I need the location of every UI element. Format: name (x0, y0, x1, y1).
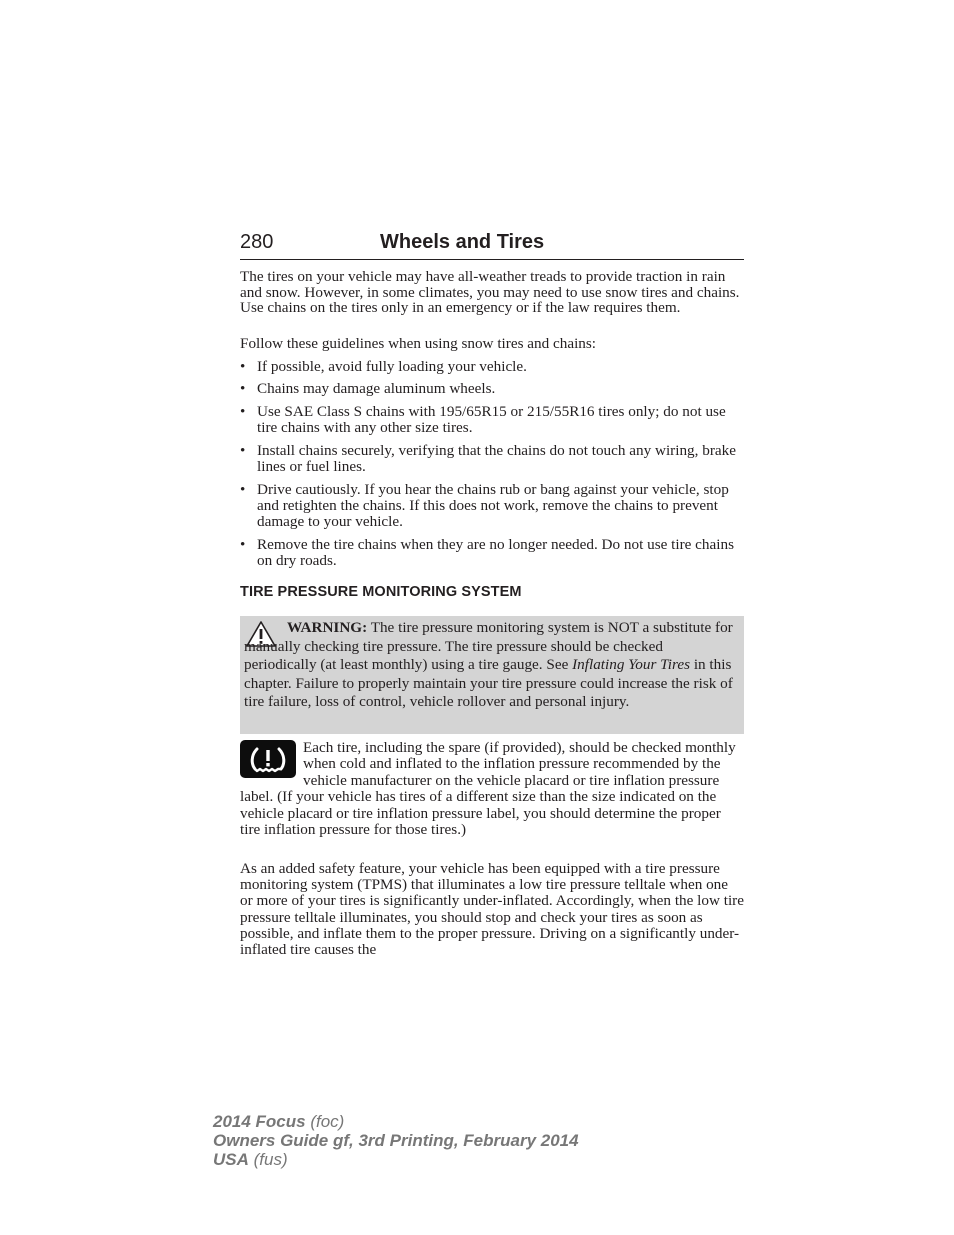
bullet-icon: • (240, 403, 246, 420)
list-item-text: Chains may damage aluminum wheels. (257, 380, 496, 397)
list-item (240, 359, 744, 375)
page-footer (213, 1112, 579, 1169)
footer-model-code: (foc) (310, 1112, 345, 1131)
footer-guide: Owners Guide gf, 3rd Printing, February 2014 (213, 1131, 579, 1150)
list-item-text: Install chains securely, verifying that the chains do not touch any wiring, brake lines or fuel lines. (257, 442, 736, 476)
list-item (240, 537, 744, 569)
tpms-paragraph-2: As an added safety feature, your vehicle has been equipped with a tire pressure monitoring system (TPMS) that illuminates a low tire pressure telltale when one or more of your tires is significantly under-inflated. Accordingly, when the low tire pressure telltale illuminates, you should stop and check your tires as soon as possible, and inflate them to the proper pressure. Driving on a significantly under-inflated tire causes the (240, 860, 744, 959)
footer-model-line (213, 1112, 579, 1131)
footer-market-line (213, 1150, 579, 1169)
warning-text (244, 619, 738, 712)
footer-market: USA (213, 1150, 249, 1169)
intro-paragraph: The tires on your vehicle may have all-weather treads to provide traction in rain and snow. However, in some climates, you may need to use snow tires and chains. Use chains on the tires only in an emergency or if the law requires them. (240, 268, 740, 317)
subsection-heading: TIRE PRESSURE MONITORING SYSTEM (240, 584, 522, 600)
list-item (240, 443, 744, 475)
tpms-paragraph-1-text: Each tire, including the spare (if provided), should be checked monthly when cold and inflated to the inflation pressure recommended by the vehicle manufacturer on the vehicle placard or tire inflation pressure label. (If your vehicle has tires of a different size than the size indicated on the vehicle placard or tire inflation pressure label, you should determine the proper tire inflation pressure for those tires.) (240, 739, 736, 839)
list-item-text: If possible, avoid fully loading your vehicle. (257, 358, 527, 375)
inflating-tires-reference: Inflating Your Tires (572, 656, 691, 674)
footer-guide-line (213, 1131, 579, 1150)
warning-box (240, 616, 744, 734)
section-title: Wheels and Tires (380, 231, 545, 253)
page-number: 280 (240, 231, 274, 253)
footer-model: 2014 Focus (213, 1112, 306, 1131)
warning-label: WARNING: (287, 619, 368, 636)
bullet-icon: • (240, 380, 246, 397)
list-item-text: Remove the tire chains when they are no longer needed. Do not use tire chains on dry roads. (257, 536, 734, 570)
list-item (240, 482, 744, 531)
page-header (240, 229, 744, 260)
list-item-text: Use SAE Class S chains with 195/65R15 or 215/55R16 tires only; do not use tire chains with any other size tires. (257, 403, 726, 437)
bullet-icon: • (240, 536, 246, 553)
guidelines-lead: Follow these guidelines when using snow tires and chains: (240, 335, 597, 352)
bullet-icon: • (240, 481, 246, 498)
bullet-icon: • (240, 442, 246, 459)
footer-market-code: (fus) (253, 1150, 288, 1169)
warning-body-start: The tire pressure monitoring system is NOT a substitute for manually checking tire pressure. The tire pressure should be checked periodically (at least monthly) using a tire gauge. See (244, 619, 733, 674)
list-item (240, 404, 744, 436)
warning-body-end: in this chapter. Failure to properly maintain your tire pressure could increase the risk of tire failure, loss of control, vehicle rollover and personal injury. (244, 656, 733, 711)
list-item-text: Drive cautiously. If you hear the chains rub or bang against your vehicle, stop and retighten the chains. If this does not work, remove the chains to prevent damage to your vehicle. (257, 481, 729, 531)
list-item (240, 381, 744, 397)
tpms-paragraph-1 (240, 740, 744, 838)
bullet-icon: • (240, 358, 246, 375)
